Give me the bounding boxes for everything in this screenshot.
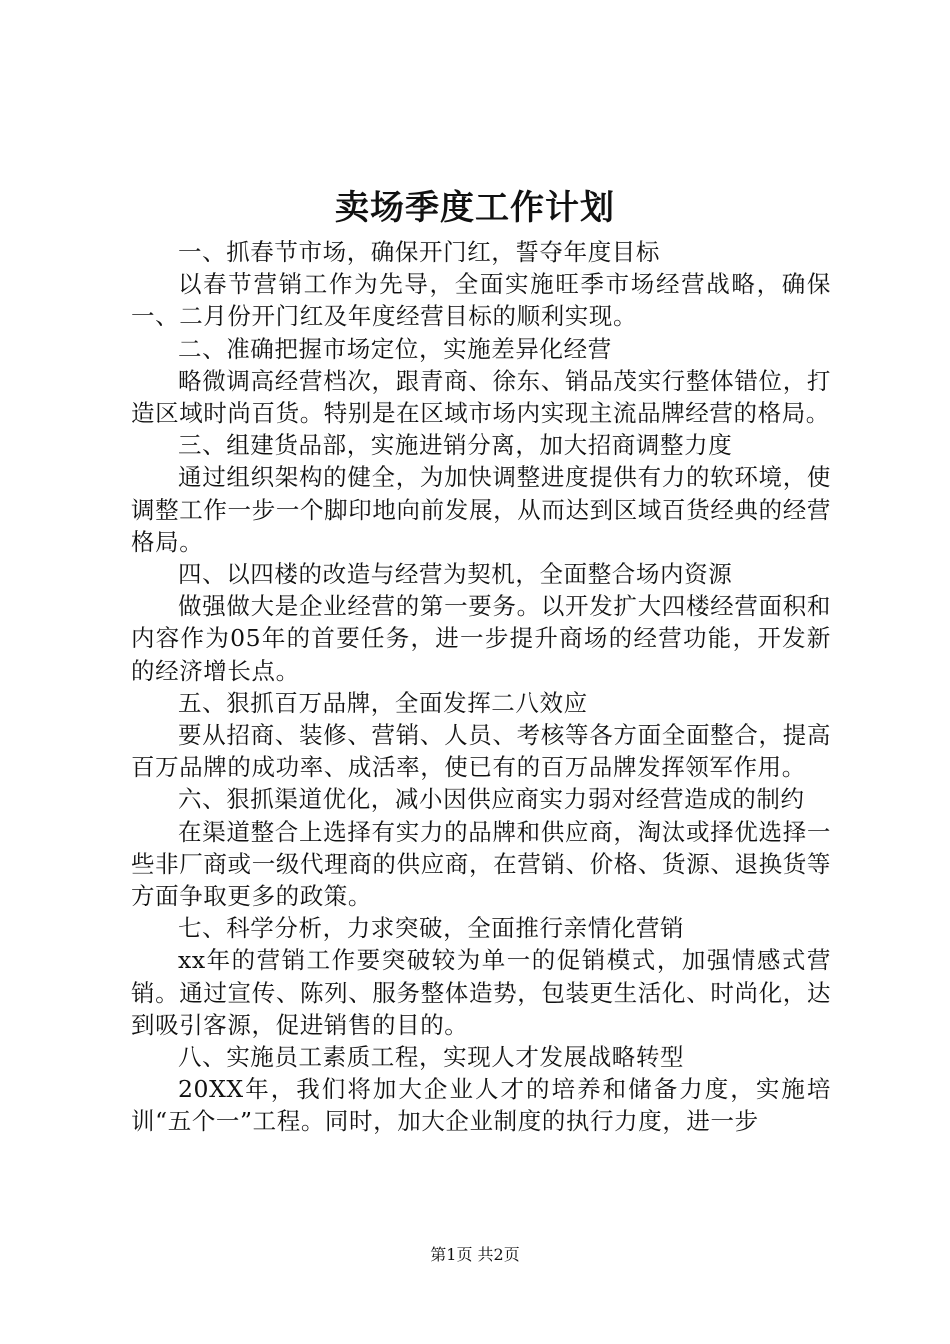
section-body-4: 做强做大是企业经营的第一要务。以开发扩大四楼经营面积和内容作为05年的首要任务，进一步提升商场的经营功能，开发新的经济增长点。 [131,592,831,685]
section-heading-5: 五、狠抓百万品牌，全面发挥二八效应 [178,688,588,717]
section-body-2: 略微调高经营档次，跟青商、徐东、销品茂实行整体错位，打造区域时尚百货。特别是在区域市场内实现主流品牌经营的格局。 [131,366,831,428]
section-body-1: 以春节营销工作为先导，全面实施旺季市场经营战略，确保一、二月份开门红及年度经营目标的顺利实现。 [131,270,831,331]
section-body-8: 20XX年，我们将加大企业人才的培养和储备力度，实施培训“五个一”工程。同时，加大企业制度的执行力度，进一步 [131,1075,831,1136]
section-body-6: 在渠道整合上选择有实力的品牌和供应商，淘汰或择优选择一些非厂商或一级代理商的供应商，在营销、价格、货源、退换货等方面争取更多的政策。 [131,817,831,911]
section-body-3: 通过组织架构的健全，为加快调整进度提供有力的软环境，使调整工作一步一个脚印地向前发展，从而达到区域百货经典的经营格局。 [131,463,831,556]
section-heading-3: 三、组建货品部，实施进销分离，加大招商调整力度 [178,431,733,460]
section-heading-4: 四、以四楼的改造与经营为契机，全面整合场内资源 [178,560,733,589]
section-heading-6: 六、狠抓渠道优化，减小因供应商实力弱对经营造成的制约 [178,785,805,814]
document-body [131,236,831,1138]
section-heading-8: 八、实施员工素质工程，实现人才发展战略转型 [178,1043,685,1072]
document-title: 卖场季度工作计划 [335,188,615,228]
section-heading-2: 二、准确把握市场定位，实施差异化经营 [178,334,612,363]
section-heading-1: 一、抓春节市场，确保开门红，誓夺年度目标 [178,238,660,266]
section-body-5: 要从招商、装修、营销、人员、考核等各方面全面整合，提高百万品牌的成功率、成活率，使已有的百万品牌发挥领军作用。 [131,721,831,782]
section-body-7: xx年的营销工作要突破较为单一的促销模式，加强情感式营销。通过宣传、陈列、服务整体造势，包装更生活化、时尚化，达到吸引客源，促进销售的目的。 [131,946,831,1039]
section-heading-7: 七、科学分析，力求突破，全面推行亲情化营销 [178,914,685,943]
page-number-footer: 第1页 共2页 [430,1245,520,1264]
